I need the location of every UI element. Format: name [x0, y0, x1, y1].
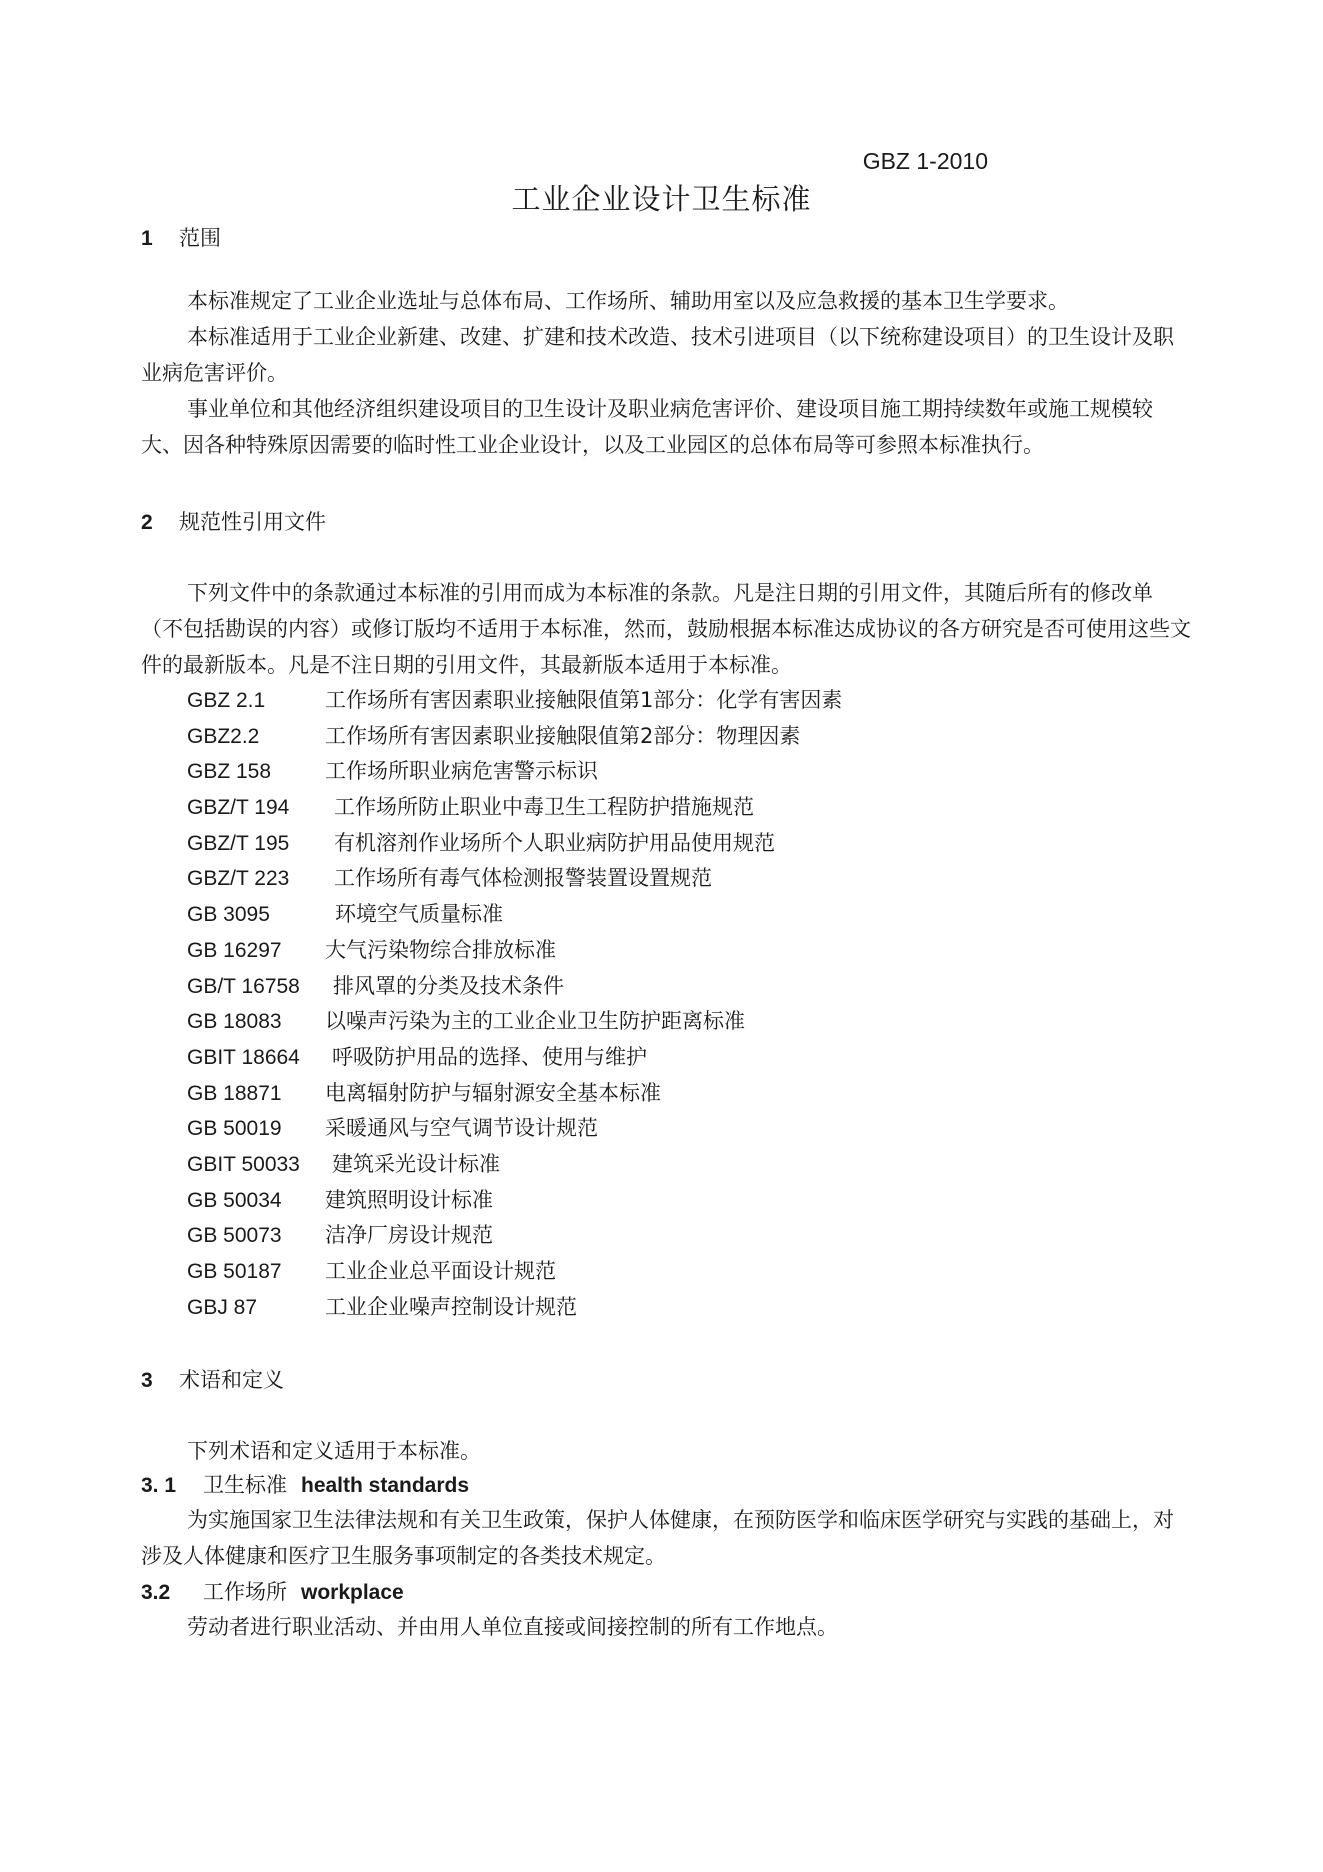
term-number: 3. 1 [141, 1474, 177, 1497]
reference-title: 建筑采光设计标准 [332, 1151, 500, 1176]
reference-title: 环境空气质量标准 [335, 902, 503, 927]
reference-code: GB/T 16758 [187, 974, 300, 998]
reference-title: 大气污染物综合排放标准 [325, 937, 556, 962]
reference-code: GBZ/T 223 [187, 867, 290, 891]
reference-code: GBZ/T 194 [187, 796, 290, 820]
reference-code: GBZ/T 195 [187, 831, 290, 855]
section-1-paragraph-1: 本标准规定了工业企业选址与总体布局、工作场所、辅助用室以及应急救援的基本卫生学要求。 [187, 289, 1069, 313]
section-number: 3 [141, 1369, 153, 1392]
section-1-paragraph-3: 事业单位和其他经济组织建设项目的卫生设计及职业病危害评价、建设项目施工期持续数年或施工规模较大、因各种特殊原因需要的临时性工业企业设计，以及工业园区的总体布局等可参照本标准执行。 [141, 397, 1153, 457]
reference-item [187, 1290, 1087, 1326]
reference-title: 工作场所有害因素职业接触限值第1部分：化学有害因素 [325, 688, 843, 712]
reference-code: GBZ 158 [187, 760, 272, 784]
term-number: 3.2 [141, 1581, 171, 1604]
section-number: 1 [141, 227, 153, 250]
reference-item [187, 861, 1087, 897]
reference-title: 排风罩的分类及技术条件 [333, 973, 564, 998]
term-english: health standards [301, 1474, 470, 1497]
reference-item [187, 683, 1087, 719]
reference-code: GB 18871 [187, 1081, 282, 1105]
reference-item [187, 1076, 1087, 1112]
section-3-heading [141, 1364, 284, 1394]
section-title: 范围 [179, 226, 221, 250]
reference-item [187, 1111, 1087, 1147]
reference-item [187, 754, 1087, 790]
reference-item [187, 719, 1087, 755]
reference-code: GBIT 18664 [187, 1045, 300, 1069]
term-english: workplace [301, 1581, 404, 1604]
reference-title: 建筑照明设计标准 [325, 1187, 493, 1212]
reference-title: 工作场所有害因素职业接触限值第2部分：物理因素 [325, 723, 801, 748]
reference-item [187, 1004, 1087, 1040]
reference-code: GB 50019 [187, 1117, 282, 1141]
reference-code: GBJ 87 [187, 1295, 258, 1319]
section-title: 规范性引用文件 [179, 510, 326, 534]
reference-title: 采暖通风与空气调节设计规范 [325, 1116, 598, 1141]
reference-code: GB 3095 [187, 903, 270, 927]
term-3-2-definition: 劳动者进行职业活动、并由用人单位直接或间接控制的所有工作地点。 [187, 1615, 838, 1639]
reference-item [187, 1040, 1087, 1076]
section-1-heading [141, 222, 221, 252]
reference-code: GB 50073 [187, 1224, 282, 1248]
reference-code: GBZ 2.1 [187, 689, 266, 712]
reference-title: 洁净厂房设计规范 [325, 1223, 493, 1248]
reference-item [187, 790, 1087, 826]
term-chinese: 卫生标准 [203, 1473, 287, 1497]
reference-item [187, 1254, 1087, 1290]
standard-code: GBZ 1-2010 [862, 148, 988, 174]
reference-code: GBIT 50033 [187, 1152, 300, 1176]
section-1-paragraph-2: 本标准适用于工业企业新建、改建、扩建和技术改造、技术引进项目（以下统称建设项目）的卫生设计及职业病危害评价。 [141, 325, 1174, 385]
section-title: 术语和定义 [179, 1368, 284, 1392]
reference-item [187, 826, 1087, 862]
section-2-paragraph-1: 下列文件中的条款通过本标准的引用而成为本标准的条款。凡是注日期的引用文件，其随后所有的修改单（不包括勘误的内容）或修订版均不适用于本标准，然而，鼓励根据本标准达成协议的各方研究是否可使用这些文件的最新版本。凡是不注日期的引用文件，其最新版本适用于本标准。 [141, 581, 1191, 677]
reference-item [187, 969, 1087, 1005]
document-title: 工业企业设计卫生标准 [511, 182, 812, 216]
section-number: 2 [141, 511, 153, 534]
reference-title: 以噪声污染为主的工业企业卫生防护距离标准 [325, 1009, 745, 1034]
term-3-2-heading [141, 1576, 404, 1606]
reference-title: 工作场所有毒气体检测报警装置设置规范 [334, 866, 712, 891]
section-3-paragraph-1: 下列术语和定义适用于本标准。 [187, 1439, 481, 1463]
reference-title: 电离辐射防护与辐射源安全基本标准 [325, 1080, 661, 1105]
reference-item [187, 1218, 1087, 1254]
reference-title: 工作场所职业病危害警示标识 [325, 759, 598, 784]
reference-title: 工作场所防止职业中毒卫生工程防护措施规范 [334, 795, 754, 820]
term-3-1-heading [141, 1469, 469, 1499]
reference-item [187, 1147, 1087, 1183]
reference-code: GB 50187 [187, 1260, 282, 1283]
reference-item [187, 1183, 1087, 1219]
reference-item [187, 933, 1087, 969]
section-2-heading [141, 506, 326, 536]
reference-code: GB 16297 [187, 938, 282, 962]
reference-title: 有机溶剂作业场所个人职业病防护用品使用规范 [334, 830, 775, 855]
reference-code: GB 50034 [187, 1188, 282, 1212]
reference-code: GB 18083 [187, 1010, 282, 1034]
term-3-1-definition: 为实施国家卫生法律法规和有关卫生政策，保护人体健康，在预防医学和临床医学研究与实践的基础上，对涉及人体健康和医疗卫生服务事项制定的各类技术规定。 [141, 1508, 1174, 1568]
normative-references-list [187, 683, 1087, 1325]
reference-title: 工业企业总平面设计规范 [325, 1259, 556, 1283]
reference-code: GBZ2.2 [187, 724, 260, 748]
reference-item [187, 897, 1087, 933]
reference-title: 工业企业噪声控制设计规范 [325, 1294, 577, 1319]
reference-title: 呼吸防护用品的选择、使用与维护 [332, 1044, 647, 1069]
term-chinese: 工作场所 [203, 1580, 287, 1604]
